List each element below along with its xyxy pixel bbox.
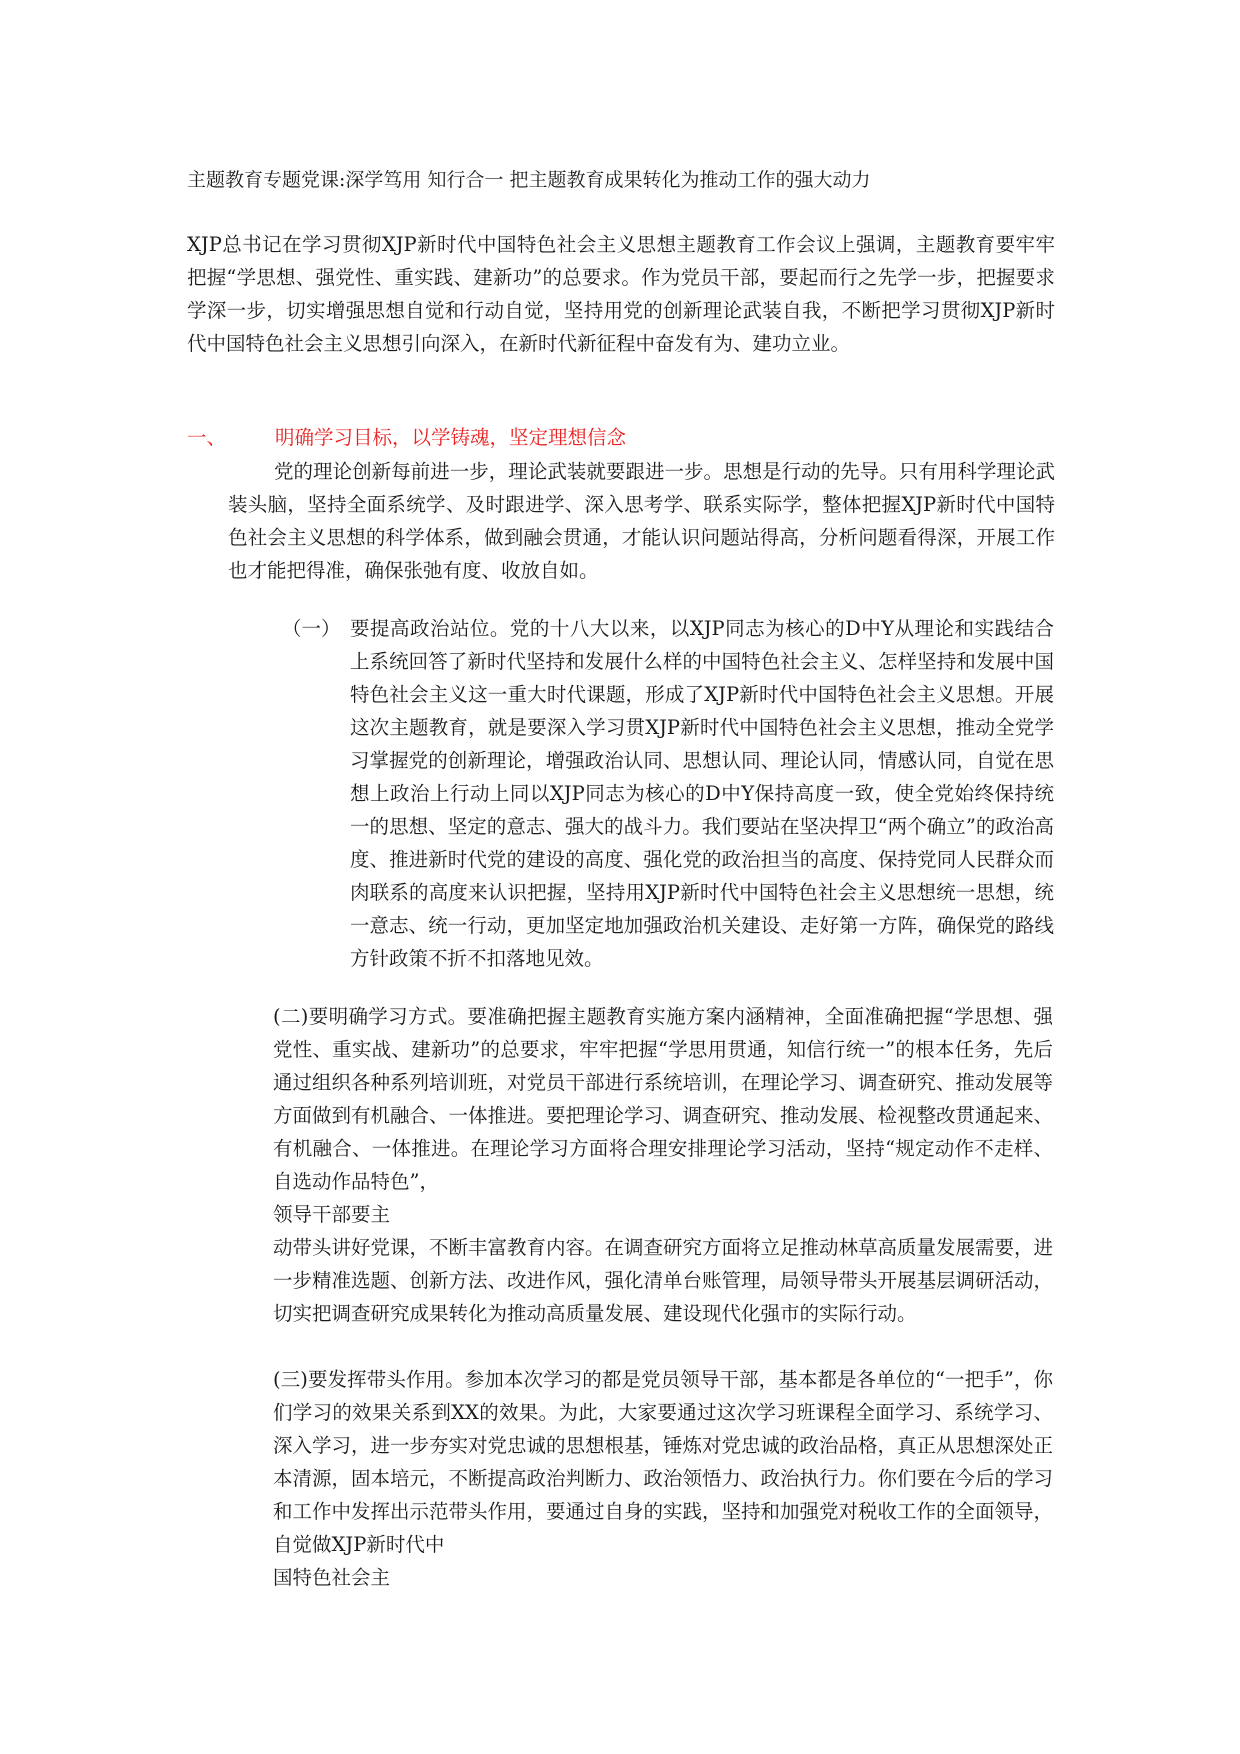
section-1-item-3 <box>273 1363 1053 1594</box>
item-1-marker: （一） <box>282 617 341 640</box>
section-1-heading-text: 明确学习目标，以学铸魂，坚定理想信念 <box>275 426 627 449</box>
section-1-item-2-continued: 动带头讲好党课，不断丰富教育内容。在调查研究方面将立足推动林草高质量发展需要，进一步精准选题、创新方法、改进作风，强化清单台账管理，局领导带头开展基层调研活动，切实把调查研究成果转化为推动高质量发展、建设现代化强市的实际行动。 <box>273 1236 1054 1325</box>
item-2-text-a: (二)要明确学习方式。要准确把握主题教育实施方案内涵精神，全面准确把握“学思想、强党性、重实战、建新功”的总要求，牢牢把握“学思用贯通，知信行统一”的根本任务，先后通过组织各种系列培训班，对党员干部进行系统培训，在理论学习、调查研究、推动发展等方面做到有机融合、一体推进。要把理论学习、调查研究、推动发展、检视整改贯通起来、有机融合、一体推进。在理论学习方面将合理安排理论学习活动，坚持“规定动作不走样、自选动作品特色”， <box>273 1005 1054 1193</box>
item-3-text: (三)要发挥带头作用。参加本次学习的都是党员领导干部，基本都是各单位的“一把手”，你们学习的效果关系到XX的效果。为此，大家要通过这次学习班课程全面学习、系统学习、深入学习，进一步夯实对党忠诚的思想根基，锤炼对党忠诚的政治品格，真正从思想深处正本清源，固本培元，不断提高政治判断力、政治领悟力、政治执行力。你们要在今后的学习和工作中发挥出示范带头作用，要通过自身的实践，坚持和加强党对税收工作的全面领导，自觉做XJP新时代中 <box>273 1368 1054 1556</box>
section-1-number: 一、 <box>187 426 227 449</box>
section-1-paragraph: 党的理论创新每前进一步，理论武装就要跟进一步。思想是行动的先导。只有用科学理论武装头脑，坚持全面系统学、及时跟进学、深入思考学、联系实际学，整体把握XJP新时代中国特色社会主义思想的科学体系，做到融会贯通，才能认识问题站得高，分析问题看得深，开展工作也才能把得准，确保张弛有度、收放自如。 <box>228 460 1055 582</box>
document-title: 主题教育专题党课:深学笃用 知行合一 把主题教育成果转化为推动工作的强大动力 <box>187 169 871 191</box>
section-1-item-1 <box>282 612 1062 975</box>
item-1-text: 要提高政治站位。党的十八大以来，以XJP同志为核心的D中Y从理论和实践结合上系统回答了新时代坚持和发展什么样的中国特色社会主义、怎样坚持和发展中国特色社会主义这一重大时代课题，形成了XJP新时代中国特色社会主义思想。开展这次主题教育，就是要深入学习贯XJP新时代中国特色社会主义思想，推动全党学习掌握党的创新理论，增强政治认同、思想认同、理论认同，情感认同，自觉在思想上政治上行动上同以XJP同志为核心的D中Y保持高度一致，使全党始终保持统一的思想、坚定的意志、强大的战斗力。我们要站在坚决捍卫“两个确立”的政治高度、推进新时代党的建设的高度、强化党的政治担当的高度、保持党同人民群众而肉联系的高度来认识把握，坚持用XJP新时代中国特色社会主义思想统一思想，统一意志、统一行动，更加坚定地加强政治机关建设、走好第一方阵，确保党的路线方针政策不折不扣落地见效。 <box>350 617 1054 970</box>
item-3-text-tail: 国特色社会主 <box>273 1566 391 1589</box>
section-1-heading <box>187 423 1067 453</box>
intro-paragraph: XJP总书记在学习贯彻XJP新时代中国特色社会主义思想主题教育工作会议上强调，主题教育要牢牢把握“学思想、强党性、重实践、建新功”的总要求。作为党员干部，要起而行之先学一步，把握要求学深一步，切实增强思想自觉和行动自觉，坚持用党的创新理论武装自我，不断把学习贯彻XJP新时代中国特色社会主义思想引向深入，在新时代新征程中奋发有为、建功立业。 <box>187 233 1055 355</box>
section-1-item-2 <box>273 1000 1053 1231</box>
item-2-text-a-tail: 领导干部要主 <box>273 1203 391 1226</box>
